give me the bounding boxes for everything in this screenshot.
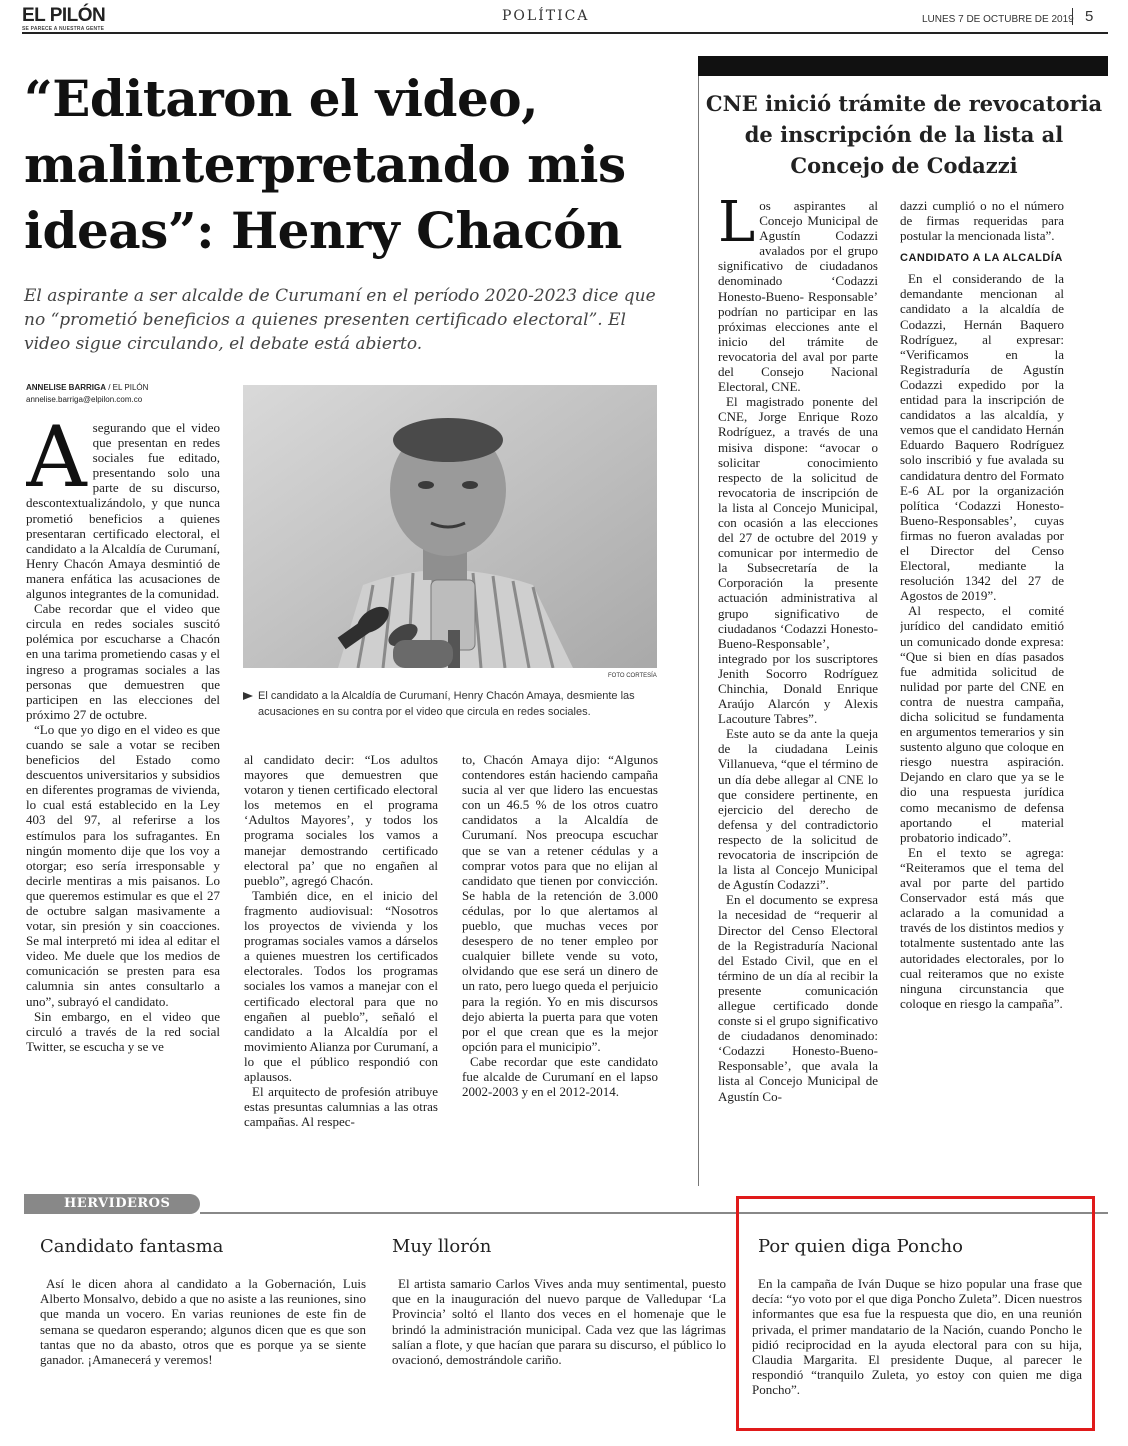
side-paragraph: En el texto se agrega: “Reiteramos que el tema del aval por parte del partido Conservador está más que aclarado a la comunidad a través de los distintos medios y totalmente sustentado ante las autoridades electorales, por lo cual reiteramos que no existe ninguna circunstancia que coloque en riesgo la campaña”. <box>900 844 1064 1011</box>
main-story-column-2 <box>244 752 438 1172</box>
side-story-column-1 <box>718 198 878 1178</box>
side-story-bar <box>698 56 1108 76</box>
main-paragraph: segurando que el video que presentan en redes sociales fue editado, presentando solo una parte de su discurso, descontextualizándolo, y que nunca prometió beneficios a quienes presentaran certificado electoral, el candidato a la Alcaldía de Curumaní, Henry Chacón Amaya desmintió de manera enfática las acusaciones de algunos integrantes de la comunidad. <box>26 420 220 602</box>
gossip-paragraph: Así le dicen ahora al candidato a la Gobernación, Luis Alberto Monsalvo, debido a que no asiste a las reuniones, sino que manda un vocero. En varias reuniones de este fin de semana se quedaron esperando; algunos dicen que es que son tantas que no da abasto, otros que es porque ya se siente ganador. ¡Amanecerá y veremos! <box>40 1276 366 1368</box>
side-paragraph: En el considerando de la demandante mencionan al candidato a la alcaldía de Codazzi, Hernán Baquero Rodríguez, al expresar: “Verificamos en la Registraduría de Agustín Codazzi expedido por la entidad para la inscripción de candidatos a las alcaldía, y vemos que el candidato Hernán Eduardo Baquero Rodríguez solo inscribió y fue avalada su candidatura dentro del Formato E-6 AL por la organización política ‘Codazzi Honesto- Bueno-Responsables’, cuyas firmas no fueron avaladas por el Director del Censo Electoral, mediante la resolución 1342 del 27 de Agostos de 2019”. <box>900 271 1064 604</box>
gossip-paragraph: En la campaña de Iván Duque se hizo popular una frase que decía: “yo voto por el que diga Poncho Zuleta”. Dicen nuestros informantes que esa fue la respuesta que dio, en una reunión privada, el primer mandatario de la Nación, cuando Poncho le pidió reciprocidad en la ayuda electoral para con su hija, Claudia Margarita. El presidente Duque, al parecer le respondió “tranquilo Zuleta, yo estoy con quien me diga Poncho”. <box>752 1276 1082 1398</box>
photo-caption: El candidato a la Alcaldía de Curumaní, Henry Chacón Amaya, desmiente las acusaciones en su contra por el video que circula en redes sociales. <box>258 690 635 718</box>
main-story-column-3 <box>462 752 658 1172</box>
side-paragraph: En el documento se expresa la necesidad de “requerir al Director del Censo Electoral de la Registraduría Nacional del Estado Civil, que en el término de un día al recibir la presente comunicación allegue certificado donde conste si el grupo significativo de ciudadanos denominado: ‘Codazzi Honesto-Bueno-Responsable’, que avala la lista al Concejo Municipal de Agustín Co- <box>718 892 878 1104</box>
side-paragraph: Al respecto, el comité jurídico del candidato emitió un comunicado donde expresa: “Que si bien en días pasados fue admitida solicitud de nulidad por parte del CNE en contra de nuestra campaña, dicha solicitud se fundamenta en argumentos temerarios y sin sustento alguno que coloque en riesgo nuestra aspiración. Dejando en claro que ya se le dio una respuesta jurídica como mecanismo de defensa aportando el material probatorio indicado”. <box>900 603 1064 845</box>
side-dropcap: L <box>718 198 756 255</box>
main-story-column-1 <box>26 420 220 1172</box>
side-story-column-2 <box>900 198 1064 1178</box>
logo-tagline: SE PARECE A NUESTRA GENTE <box>22 26 105 32</box>
side-paragraph: os aspirantes al Concejo Municipal de Agustín Codazzi avalados por el grupo significativo de ciudadanos denominado ‘Codazzi Honesto-Bueno- Responsable’ podrían no participar en las próximas elecciones ante el inicio del trámite de revocatoria del aval por parte del Consejo Nacional Electoral, CNE. <box>718 198 878 395</box>
page-number: 5 <box>1072 8 1093 25</box>
issue-date: LUNES 7 DE OCTUBRE DE 2019 <box>922 14 1074 25</box>
main-paragraph: al candidato decir: “Los adultos mayores que demuestren que votaron y tienen certificado electoral los metemos en el programa ‘Adultos Mayores’, y todos los programa sociales los vamos a manejar demostrando certificado electoral pa’ que no engañen al pueblo”, agregó Chacón. <box>244 752 438 888</box>
byline-name: ANNELISE BARRIGA <box>26 383 107 392</box>
byline <box>26 382 148 406</box>
gossip-body <box>392 1276 726 1367</box>
candidate-photo <box>243 385 657 668</box>
side-paragraph: Este auto se da ante la queja de la ciudadana Leinis Villanueva, “que el término de un día debe allegar al CNE lo que considere pertinente, en ejercicio del derecho de defensa y del contradictorio respecto de la solicitud de revocatoria de inscripción de la lista al Concejo Municipal de Agustín Codazzi”. <box>718 726 878 893</box>
main-lede: El aspirante a ser alcalde de Curumaní en el período 2020-2023 dice que no “prometió beneficios a quienes presenten certificado electoral”. El video sigue circulando, el debate está abierto. <box>24 286 656 354</box>
main-paragraph: to, Chacón Amaya dijo: “Algunos contendores están haciendo campaña sucia al ver que lidero las encuestas con un 46.5 % de los otros cuatro candidatos a la Alcaldía de Curumaní. Nos preocupa escuchar que se van a retener cédulas y a comprar votos para que no elijan al candidato que tienen por convicción. Se habla de la retención de 3.000 cédulas, por lo que alertamos al pueblo, que muchas veces por desespero de no tener empleo por cualquier billete vende su voto, olvidando que ese será un dinero de un rato, pero luego queda el perjuicio para la región. Yo en mis discursos dejo abierta la puerta para que voten por el que crean que es la mejor opción para el municipio”. <box>462 752 658 1054</box>
main-paragraph: Cabe recordar que este candidato fue alcalde de Curumaní en el lapso 2002-2003 y en el 2012-2014. <box>462 1053 658 1100</box>
main-headline: “Editaron el video, malinterpretando mis ideas”: Henry Chacón <box>24 69 626 260</box>
newspaper-logo <box>22 6 132 32</box>
byline-outlet: / EL PILÓN <box>106 383 149 392</box>
section-name: POLÍTICA <box>502 8 590 24</box>
masthead <box>22 6 1108 34</box>
photo-credit: FOTO CORTESÍA <box>608 673 657 679</box>
gossip-title: Por quien diga Poncho <box>758 1236 963 1257</box>
main-paragraph: Cabe recordar que el video que circula en redes sociales suscitó polémica por escucharse a Chacón en una tarima prometiendo casas y el ingreso a programas sociales a las personas que demuestren que participen en las elecciones del próximo 27 de octubre. <box>26 601 220 722</box>
highlight-box <box>736 1196 1095 1431</box>
main-paragraph: También dice, en el inicio del fragmento audiovisual: “Nosotros los proyectos de vivienda y los programas sociales vamos a dárselos a quienes muestren los certificados electorales. Todos los programas sociales los vamos a manejar con el certificado electoral para que no engañen al pueblo”, señaló el candidato a la Alcaldía por el movimiento Alianza por Curumaní, a lo que el público respondió con aplausos. <box>244 887 438 1084</box>
photo-illustration <box>243 385 657 668</box>
gossip-title: Muy llorón <box>392 1236 492 1257</box>
main-paragraph: Sin embargo, en el video que circuló a través de la red social Twitter, se escucha y se ve <box>26 1008 220 1054</box>
side-paragraph: El magistrado ponente del CNE, Jorge Enrique Rozo Rodríguez, a través de una misiva dispone: “avocar o solicitar conocimiento respecto de la solicitud de revocatoria de inscripción de la lista al Concejo Municipal, con ocasión a las elecciones del 27 de octubre del 2019 y comunicar por intermedio de la Subsecretaría de la Corporación la presente actuación administrativa al grupo significativo de ciudadanos ‘Codazzi Honesto-Bueno-Responsable’, integrado por los suscriptores Jenith Socorro Rodríguez Chinchia, Donald Enrique Araújo Alarcón y Alexis Lacouture Tabres”. <box>718 394 878 727</box>
caption-arrow-icon <box>243 692 253 700</box>
hervideros-label: HERVIDEROS <box>64 1196 171 1211</box>
gossip-title: Candidato fantasma <box>40 1236 224 1257</box>
side-headline: CNE inició trámite de revocatoria de inscripción de la lista al Concejo de Codazzi <box>705 91 1103 178</box>
gossip-body <box>40 1276 366 1367</box>
gossip-paragraph: El artista samario Carlos Vives anda muy sentimental, puesto que en la inauguración del nuevo parque de Valledupar ‘La Provincia’ soltó el llanto dos veces en el homenaje que le brindó la administración municipal. Cada vez que las lágrimas salían a flote, y que hacían que parara su discurso, el público lo ovacionó, demostrándole cariño. <box>392 1276 726 1368</box>
byline-email: annelise.barriga@elpilon.com.co <box>26 395 143 404</box>
side-subhead: CANDIDATO A LA ALCALDÍA <box>900 252 1063 265</box>
main-paragraph: “Lo que yo digo en el video es que cuando se sale a votar se reciben beneficios del Estado como descuentos universitarios y subsidios en diferentes programas de vivienda, lo cual está establecido en la Ley 403 del 97, al referirse a los estímulos para los sufragantes. En ningún momento dije que los voy a otorgar; eso sería irresponsable y decirle mentiras a mis paisanos. Lo que queremos estimular es que el 27 de octubre salgan masivamente a votar, sin presión y sin coacciones. Se mal interpretó mi idea al editar el video. Me duele que los medios de comunicación se presten para esa calumnia sin antes consultarlo a uno”, subrayó el candidato. <box>26 721 220 1009</box>
main-paragraph: El arquitecto de profesión atribuye estas presuntas calumnias a las otras campañas. Al respec- <box>244 1084 438 1130</box>
side-paragraph: dazzi cumplió o no el número de firmas requeridas para postular la mencionada lista”. <box>900 198 1064 244</box>
logo-name: EL PILÓN <box>22 5 106 26</box>
main-dropcap: A <box>26 420 87 506</box>
column-rule <box>698 56 699 1186</box>
